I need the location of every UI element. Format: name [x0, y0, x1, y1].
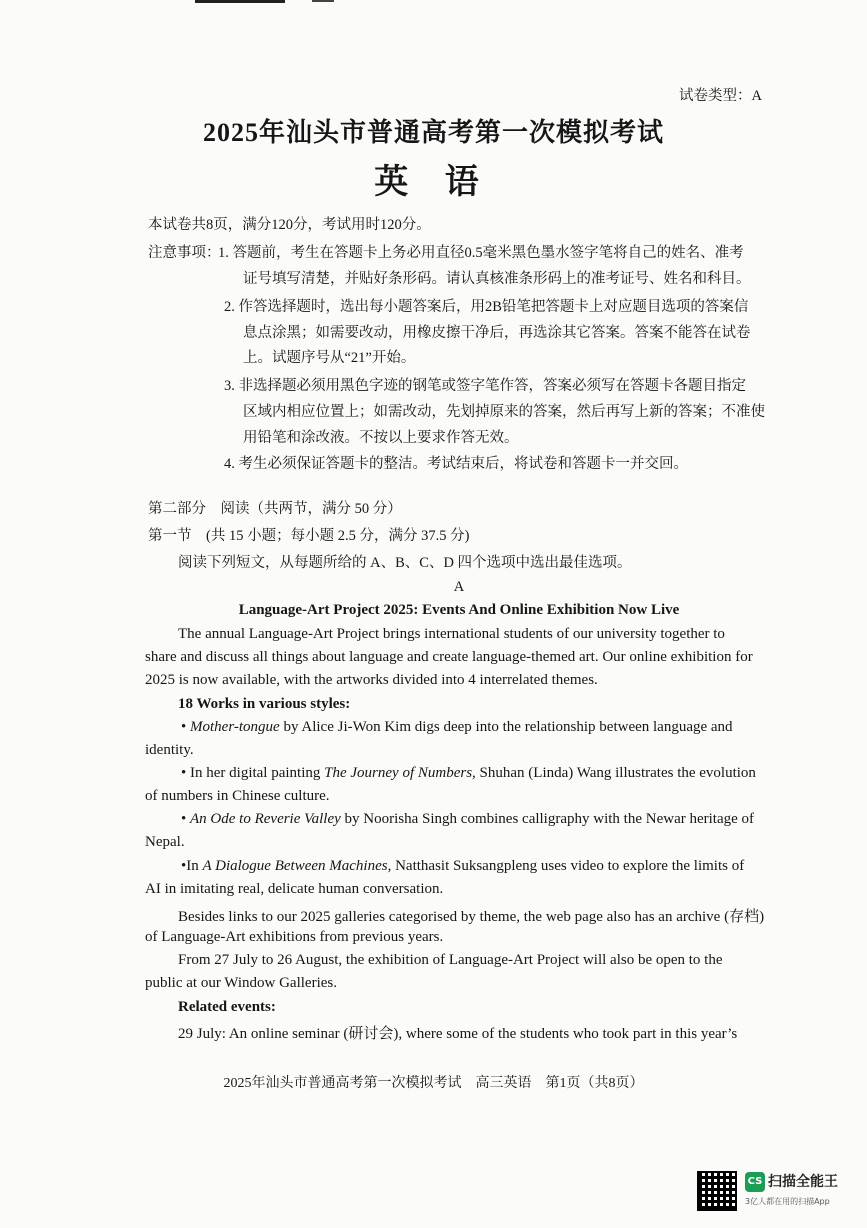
page-footer: 2025年汕头市普通高考第一次模拟考试 高三英语 第1页（共8页）: [223, 1076, 644, 1091]
work-item-cont: identity.: [145, 742, 194, 758]
scanner-app-name: 扫描全能王: [768, 1174, 838, 1190]
qr-code-icon: [697, 1171, 737, 1211]
work-description: Natthasit Suksangpleng uses video to explore the limits of: [391, 858, 745, 874]
work-title: A Dialogue Between Machines,: [202, 858, 392, 874]
paragraph-line: of Language-Art exhibitions from previous years.: [145, 929, 444, 945]
passage-letter: A: [453, 579, 465, 595]
section-directions: 阅读下列短文，从每题所给的 A、B、C、D 四个选项中选出最佳选项。: [178, 555, 632, 571]
passage-title: Language-Art Project 2025: Events And Online Exhibition Now Live: [238, 602, 680, 618]
note-line: 上。试题序号从“21”开始。: [243, 350, 416, 366]
work-description: by Noorisha Singh combines calligraphy with the Newar heritage of: [340, 811, 755, 827]
note-line: 1. 答题前，考生在答题卡上务必用直径0.5毫米黑色墨水签字笔将自己的姓名、准考: [218, 245, 744, 261]
work-item: [181, 811, 754, 828]
paragraph-line: From 27 July to 26 August, the exhibition of Language-Art Project will also be open to the: [178, 952, 723, 968]
work-description: by Alice Ji-Won Kim digs deep into the relationship between language and: [279, 719, 733, 735]
note-line: 证号填写清楚，并贴好条形码。请认真核准条形码上的准考证号、姓名和科目。: [243, 271, 751, 287]
scan-edge-mark: [195, 0, 285, 3]
work-prefix: •In: [181, 858, 203, 874]
camscanner-logo-icon: CS: [745, 1172, 765, 1192]
work-item: [181, 765, 756, 782]
paragraph-line: The annual Language-Art Project brings international students of our university together to: [178, 626, 725, 642]
work-item-cont: Nepal.: [145, 834, 185, 850]
work-description: , Shuhan (Linda) Wang illustrates the evolution: [472, 765, 756, 781]
work-item: [181, 719, 733, 736]
work-title: The Journey of Numbers: [324, 765, 473, 781]
note-line: 3. 非选择题必须用黑色字迹的钢笔或签字笔作答，答案必须写在答题卡各题目指定: [224, 378, 746, 394]
section-heading: 第一节 (共 15 小题；每小题 2.5 分，满分 37.5 分): [148, 528, 470, 544]
paragraph-line: Besides links to our 2025 galleries categorised by theme, the web page also has an archive (存档): [178, 909, 765, 925]
work-title: An Ode to Reverie Valley: [190, 811, 341, 827]
work-prefix: • In her digital painting: [181, 765, 325, 781]
work-title: Mother-tongue: [190, 719, 280, 735]
scan-edge-mark: [312, 0, 334, 2]
work-item-cont: AI in imitating real, delicate human conversation.: [145, 881, 444, 897]
exam-intro: 本试卷共8页，满分120分，考试用时120分。: [148, 217, 431, 233]
bullet: •: [181, 811, 191, 827]
notes-label: 注意事项：: [148, 245, 221, 261]
note-line: 息点涂黑；如需要改动，用橡皮擦干净后，再选涂其它答案。答案不能答在试卷: [243, 325, 751, 341]
paper-type: 试卷类型：A: [679, 88, 762, 104]
paragraph-line: public at our Window Galleries.: [145, 975, 337, 991]
note-line: 区域内相应位置上；如需改动，先划掉原来的答案，然后再写上新的答案；不准使: [243, 404, 765, 420]
note-line: 2. 作答选择题时，选出每小题答案后，用2B铅笔把答题卡上对应题目选项的答案信: [224, 299, 749, 315]
paragraph-line: 2025 is now available, with the artworks divided into 4 interrelated themes.: [145, 672, 598, 688]
work-item: [181, 858, 744, 875]
event-item: 29 July: An online seminar (研讨会), where some of the students who took part in this year’s: [178, 1026, 738, 1042]
paragraph-line: share and discuss all things about language and create language-themed art. Our online exhibition for: [145, 649, 753, 665]
events-heading: Related events:: [178, 999, 276, 1015]
scanner-tagline: 3亿人都在用的扫描App: [745, 1197, 830, 1206]
note-line: 用铅笔和涂改液。不按以上要求作答无效。: [243, 430, 519, 446]
part-heading: 第二部分 阅读（共两节，满分 50 分）: [148, 501, 402, 517]
note-line: 4. 考生必须保证答题卡的整洁。考试结束后，将试卷和答题卡一并交回。: [224, 456, 688, 472]
bullet: •: [181, 719, 191, 735]
subject-title: 英 语: [374, 164, 493, 201]
works-heading: 18 Works in various styles:: [178, 696, 351, 712]
work-item-cont: of numbers in Chinese culture.: [145, 788, 330, 804]
exam-title: 2025年汕头市普通高考第一次模拟考试: [202, 118, 664, 147]
